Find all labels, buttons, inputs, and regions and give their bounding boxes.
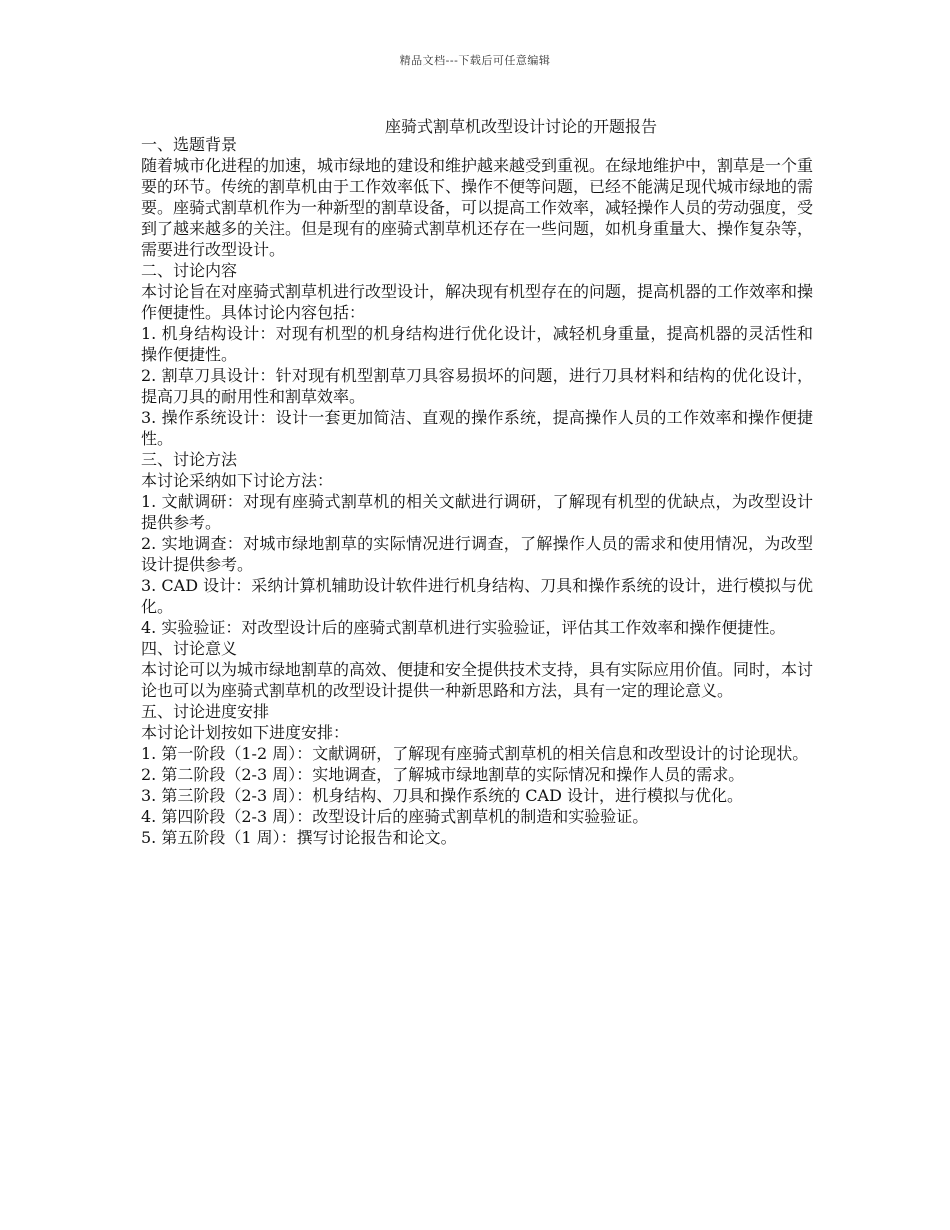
paragraph-schedule-intro: 本讨论计划按如下进度安排： [141,723,350,742]
paragraph-method-intro: 本讨论采纳如下讨论方法： [141,471,334,490]
paragraph-content-intro: 本讨论旨在对座骑式割草机进行改型设计，解决现有机型存在的问题，提高机器的工作效率和操作便捷性。具体讨论内容包括： [141,282,814,322]
list-item-method-3: 3. CAD 设计：采纳计算机辅助设计软件进行机身结构、刀具和操作系统的设计，进行模拟与优化。 [141,576,813,616]
document-body [141,134,813,848]
section-heading-significance: 四、讨论意义 [141,639,238,658]
list-item-content-3: 3. 操作系统设计：设计一套更加简洁、直观的操作系统，提高操作人员的工作效率和操作便捷性。 [141,408,813,448]
list-item-schedule-1: 1. 第一阶段（1-2 周）：文献调研，了解现有座骑式割草机的相关信息和改型设计的讨论现状。 [141,744,809,763]
list-item-method-4: 4. 实验验证：对改型设计后的座骑式割草机进行实验验证，评估其工作效率和操作便捷性。 [141,618,786,637]
paragraph-background: 随着城市化进程的加速，城市绿地的建设和维护越来越受到重视。在绿地维护中，割草是一个重要的环节。传统的割草机由于工作效率低下、操作不便等问题，已经不能满足现代城市绿地的需要。座骑式割草机作为一种新型的割草设备，可以提高工作效率，减轻操作人员的劳动强度，受到了越来越多的关注。但是现有的座骑式割草机还存在一些问题，如机身重量大、操作复杂等，需要进行改型设计。 [141,156,814,259]
section-heading-schedule: 五、讨论进度安排 [141,702,270,721]
list-item-schedule-5: 5. 第五阶段（1 周）：撰写讨论报告和论文。 [141,828,457,847]
section-heading-method: 三、讨论方法 [141,450,238,469]
list-item-method-1: 1. 文献调研：对现有座骑式割草机的相关文献进行调研，了解现有机型的优缺点，为改型设计提供参考。 [141,492,813,532]
paragraph-significance: 本讨论可以为城市绿地割草的高效、便捷和安全提供技术支持，具有实际应用价值。同时，本讨论也可以为座骑式割草机的改型设计提供一种新思路和方法，具有一定的理论意义。 [141,660,814,700]
list-item-method-2: 2. 实地调查：对城市绿地割草的实际情况进行调查，了解操作人员的需求和使用情况，为改型设计提供参考。 [141,534,813,574]
list-item-schedule-2: 2. 第二阶段（2-3 周）：实地调查，了解城市绿地割草的实际情况和操作人员的需求。 [141,765,745,784]
document-title: 座骑式割草机改型设计讨论的开题报告 [384,117,657,136]
list-item-content-2: 2. 割草刀具设计：针对现有机型割草刀具容易损坏的问题，进行刀具材料和结构的优化设计，提高刀具的耐用性和割草效率。 [141,366,813,406]
section-heading-content: 二、讨论内容 [141,261,238,280]
page-header: 精品文档---下载后可任意编辑 [399,54,551,67]
section-heading-background: 一、选题背景 [141,135,238,154]
list-item-content-1: 1. 机身结构设计：对现有机型的机身结构进行优化设计，减轻机身重量，提高机器的灵活性和操作便捷性。 [141,324,813,364]
list-item-schedule-4: 4. 第四阶段（2-3 周）：改型设计后的座骑式割草机的制造和实验验证。 [141,807,649,826]
list-item-schedule-3: 3. 第三阶段（2-3 周）：机身结构、刀具和操作系统的 CAD 设计，进行模拟与优化。 [141,786,744,805]
